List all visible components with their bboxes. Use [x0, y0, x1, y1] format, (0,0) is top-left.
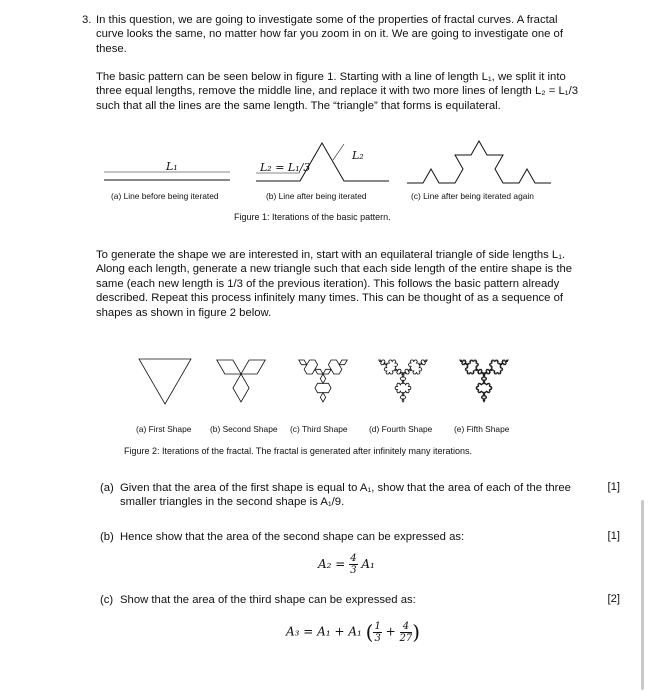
figure-2-caption: Figure 2: Iterations of the fractal. The fractal is generated after infinitely many iterations. — [124, 446, 473, 456]
part-a-label: (a) — [100, 482, 114, 494]
fig2a-caption: (a) First Shape — [136, 424, 192, 434]
fig2-first-shape — [139, 359, 191, 404]
fig2-fourth-shape — [379, 360, 428, 402]
part-a-marks: [1] — [607, 481, 620, 493]
fig2e-caption: (e) Fifth Shape — [454, 424, 510, 434]
question-number: 3. — [82, 14, 92, 26]
fig2c-caption: (c) Third Shape — [290, 424, 348, 434]
fig2-second-shape — [217, 360, 266, 402]
pattern-paragraph: The basic pattern can be seen below in figure 1. Starting with a line of length L₁, we split it into three equal lengths, remove the middle line, and replace it with two more lines of length L₂ = L₁/3 such that all the lines are the same length. The “triangle” that forms is equilateral. — [96, 71, 578, 112]
fig1b-label-l2: L₂ — [352, 149, 364, 162]
part-c-marks: [2] — [607, 593, 620, 605]
formula-a3: A₃ = A₁ + A₁ ( $\frac{1}{3}$ + $\frac{4}{27}$ ) — [286, 620, 421, 644]
fig1b-caption: (b) Line after being iterated — [266, 191, 367, 201]
part-b-label: (b) — [100, 531, 114, 543]
part-c-label: (c) — [100, 594, 114, 606]
part-b-marks: [1] — [607, 530, 620, 542]
figure-1-caption: Figure 1: Iterations of the basic pattern. — [234, 212, 391, 222]
part-b-text: Hence show that the area of the second shape can be expressed as: — [120, 531, 465, 543]
scrollbar[interactable] — [641, 500, 644, 690]
fig2b-caption: (b) Second Shape — [210, 424, 278, 434]
fig2-fifth-shape — [460, 360, 509, 402]
fig1c-caption: (c) Line after being iterated again — [411, 191, 534, 201]
fig1b-label-l2-eq: L₂ = L₁/3 — [260, 161, 311, 174]
fig1a-label-l1: L₁ — [166, 160, 178, 173]
part-c-text: Show that the area of the third shape can be expressed as: — [120, 594, 416, 606]
fig2d-caption: (d) Fourth Shape — [369, 424, 433, 434]
generate-paragraph: To generate the shape we are interested in, start with an equilateral triangle of side lengths L₁. Along each length, generate a new triangle such that each side length of the entire shape is the same (each new length is 1/3 of the previous iteration). This follows the basic pattern already described. Repeat this process infinitely many times. This can be thought of as a sequence of shapes as shown in figure 2 below. — [96, 249, 573, 319]
intro-paragraph: In this question, we are going to investigate some of the properties of fractal curves. A fractal curve looks the same, no matter how far you zoom in on it. We are going to investigate one of these. — [96, 14, 563, 55]
part-a-text: Given that the area of the first shape is equal to A₁, show that the area of each of the three smaller triangles in the second shape is A₁/9. — [120, 482, 571, 509]
fig2-third-shape — [299, 360, 348, 402]
formula-a2: A₂ = $\frac{4}{3}$ A₁ — [318, 553, 375, 576]
fig1a-caption: (a) Line before being iterated — [111, 191, 219, 201]
